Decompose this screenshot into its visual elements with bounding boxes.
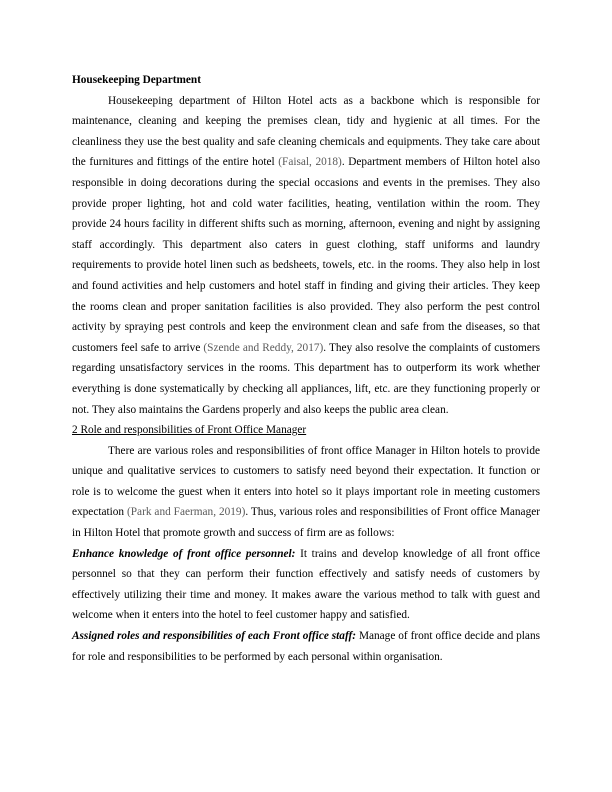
responsibility-text-knowledge: It trains and develop knowledge of all front office personnel so that they can perform their function effectively and satisfy needs of customers by effectively utilizing their time and money. It makes aware the various method to talk with guest and welcome when it enters into the hotel to feel customer happy and satisfied. xyxy=(72,547,540,622)
citation-szende-reddy: (Szende and Reddy, 2017) xyxy=(203,341,324,354)
front-office-intro-paragraph xyxy=(72,441,540,544)
responsibility-item-knowledge xyxy=(72,544,540,626)
citation-park-faerman: (Park and Faerman, 2019) xyxy=(127,506,246,519)
housekeeping-text-part-1: Housekeeping department of Hilton Hotel acts as a backbone which is responsible for maintenance, cleaning and keeping the premises clean, tidy and hygienic at all times. For the cleanliness they use the best quality and safe cleaning chemicals and equipments. They take care about the furnitures and fittings of the entire hotel xyxy=(72,94,540,169)
responsibility-text-roles: Manage of front office decide and plans for role and responsibilities to be performed by each personal within organisation. xyxy=(72,630,540,663)
document-page xyxy=(72,70,540,667)
citation-faisal: (Faisal, 2018) xyxy=(278,156,342,169)
front-office-text-part-2: . Thus, various roles and responsibilities of Front office Manager in Hilton Hotel that promote growth and success of firm are as follows: xyxy=(72,506,540,540)
housekeeping-text-part-3: . They also resolve the complaints of customers regarding unsatisfactory services in the rooms. This department has to outperform its work whether everything is done systematically by checking all appliances, lift, etc. are they functioning properly or not. They also maintains the Gardens properly and also keeps the public area clean. xyxy=(72,341,541,416)
housekeeping-text-part-2: . Department members of Hilton hotel also responsible in doing decorations during the special occasions and events in the premises. They also provide proper lighting, hot and cold water facilities, heating, ventilation within the room. They provide 24 hours facility in different shifts such as morning, afternoon, evening and night by assigning staff accordingly. This department also caters in guest clothing, staff uniforms and laundry requirements to provide hotel linen such as bedsheets, towels, etc. in the rooms. They also help in lost and found activities and help customers and hotel staff in finding and giving their articles. They keep the rooms clean and proper sanitation facilities is also provided. They also perform the pest control activity by spraying pest controls and keep the environment clean and safe from the diseases, so that customers feel safe to arrive xyxy=(72,156,540,354)
responsibility-lead-knowledge: Enhance knowledge of front office personnel: xyxy=(72,547,296,560)
responsibility-lead-roles: Assigned roles and responsibilities of each Front office staff: xyxy=(72,630,357,643)
housekeeping-heading: Housekeeping Department xyxy=(72,74,201,86)
front-office-text-part-1: There are various roles and responsibilities of front office Manager in Hilton hotels to provide unique and qualitative services to customers to satisfy need beyond their expectation. It function or role is to welcome the guest when it enters into hotel so it plays important role in meeting customers expectation xyxy=(72,444,540,519)
housekeeping-paragraph xyxy=(72,91,540,421)
front-office-section-title: 2 Role and responsibilities of Front Office Manager xyxy=(72,424,307,437)
responsibility-item-roles xyxy=(72,626,540,667)
